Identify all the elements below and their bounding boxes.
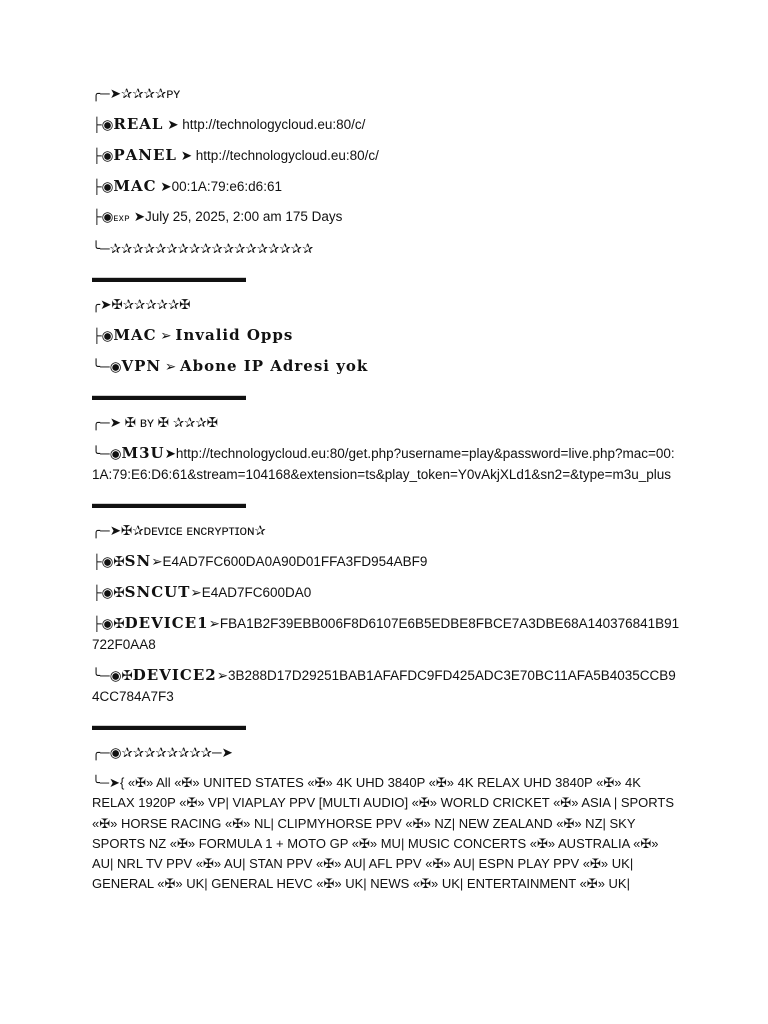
divider-3: ▬▬▬▬▬▬▬▬▬▬▬ [92, 495, 246, 511]
arrow-icon: ➤ [129, 209, 146, 224]
device1-row [92, 613, 682, 655]
vpn-value: 𝐀𝐛𝐨𝐧𝐞 𝐈𝐏 𝐀𝐝𝐫𝐞𝐬𝐢 𝐲𝐨𝐤 [179, 357, 369, 375]
channels-title: ╭─◉✰✰✰✰✰✰✰✰─➤ [92, 745, 233, 760]
m3u-title: ╭─➤ ✠ ʙʏ ✠ ✰✰✰✠ [92, 415, 219, 430]
row-prefix: ├◉✠ [92, 554, 125, 569]
device2-value: 3B288D17D29251BAB1AFAFDC9FD425ADC3E70BC11AFA5B4035CCB94CC784A7F3 [92, 668, 676, 704]
row-prefix: ╰─◉ [92, 359, 122, 374]
arrow-icon: ➢ [208, 616, 220, 631]
panel-label: 𝐏𝐀𝐍𝐄𝐋 [113, 146, 177, 164]
device2-label: 𝐃𝐄𝐕𝐈𝐂𝐄𝟐 [132, 666, 217, 684]
document-body [92, 84, 682, 895]
sncut-label: 𝐒𝐍𝐂𝐔𝐓 [124, 583, 191, 601]
divider-4: ▬▬▬▬▬▬▬▬▬▬▬ [92, 717, 246, 733]
arrow-icon: ➤ [163, 117, 183, 132]
arrow-icon: ➢ [151, 554, 163, 569]
m3u-label: 𝐌𝟑𝐔 [121, 444, 165, 462]
sn-value: E4AD7FC600DA0A90D01FFA3FD954ABF9 [162, 554, 428, 569]
channels-list: { «✠» All «✠» UNITED STATES «✠» 4K UHD 3840P «✠» 4K RELAX UHD 3840P «✠» 4K RELAX 1920P «✠» VP| VIAPLAY PPV [MULTI AUDIO] «✠» WORLD CRICKET «✠» ASIA | SPORTS «✠» HORSE RACING «✠» NL| CLIPMYHORSE PPV «✠» NZ| NEW ZEALAND «✠» NZ| SKY SPORTS NZ «✠» FORMULA 1 + MOTO GP «✠» MU| MUSIC CONCERTS «✠» AUSTRALIA «✠» AU| NRL TV PPV «✠» AU| STAN PPV «✠» AU| AFL PPV «✠» AU| ESPN PLAY PPV «✠» UK| GENERAL «✠» UK| GENERAL HEVC «✠» UK| NEWS «✠» UK| ENTERTAINMENT «✠» UK| [92, 775, 675, 892]
arrow-icon: ➢ [190, 585, 202, 600]
m3u-row [92, 443, 682, 485]
m3u-url[interactable]: http://technologycloud.eu:80/get.php?username=play&password=live.php?mac=00:1A:79:E6:D6:61&stream=104168&extension=ts&play_token=Y0vAkjXLd1&sn2=&type=m3u_plus [92, 446, 675, 482]
sncut-row [92, 582, 682, 603]
mac-label: 𝐌𝐀𝐂 [113, 177, 157, 195]
row-prefix: ╰─➤ [92, 775, 120, 790]
device1-label: 𝐃𝐄𝐕𝐈𝐂𝐄𝟏 [124, 614, 209, 632]
row-prefix: ├◉ [92, 179, 114, 194]
sncut-value: E4AD7FC600DA0 [201, 585, 312, 600]
real-label: 𝐑𝐄𝐀𝐋 [113, 115, 164, 133]
row-prefix: ╰─◉ [92, 446, 122, 461]
row-prefix: ├◉ [92, 117, 114, 132]
exp-value: July 25, 2025, 2:00 am 175 Days [145, 209, 343, 224]
real-row [92, 114, 682, 135]
arrow-icon: ➤ [156, 179, 172, 194]
row-prefix: ├◉ [92, 328, 114, 343]
status-title: ╭➤✠✰✰✰✰✰✠ [92, 297, 191, 312]
panel-row [92, 145, 682, 166]
exp-label: ᴇxᴘ [113, 213, 130, 224]
device1-value: FBA1B2F39EBB006F8D6107E6B5EDBE8FBCE7A3DBE68A140376841B91722F0AA8 [92, 616, 680, 652]
status-mac-value: 𝐈𝐧𝐯𝐚𝐥𝐢𝐝 𝐎𝐩𝐩𝐬 [175, 326, 294, 344]
status-mac-label: 𝐌𝐀𝐂 [113, 326, 157, 344]
arrow-icon: ➢ [161, 359, 180, 374]
mac-value: 00:1A:79:e6:d6:61 [171, 179, 282, 194]
device2-row [92, 665, 682, 707]
mac-row [92, 176, 682, 197]
exp-row [92, 207, 682, 229]
sn-label: 𝐒𝐍 [124, 552, 152, 570]
arrow-icon: ➤ [176, 148, 196, 163]
real-url[interactable]: http://technologycloud.eu:80/c/ [182, 117, 366, 132]
arrow-icon: ➢ [216, 668, 229, 683]
status-vpn-row [92, 356, 682, 377]
status-mac-row [92, 325, 682, 346]
arrow-icon: ➤ [164, 446, 176, 461]
row-prefix: ├◉✠ [92, 616, 125, 631]
device-title: ╭─➤✠✰ᴅᴇᴠɪᴄᴇ ᴇɴᴄʀʏᴘᴛɪᴏɴ✰ [92, 523, 266, 538]
row-prefix: ├◉ [92, 209, 114, 224]
header-title: ╭─➤✰✰✰✰ᴘʏ [92, 86, 181, 101]
sn-row [92, 551, 682, 572]
row-prefix: ╰─◉✠ [92, 668, 133, 683]
channels-row [92, 773, 682, 895]
row-prefix: ├◉ [92, 148, 114, 163]
panel-url[interactable]: http://technologycloud.eu:80/c/ [195, 148, 379, 163]
divider-1: ▬▬▬▬▬▬▬▬▬▬▬ [92, 269, 246, 285]
row-prefix: ├◉✠ [92, 585, 125, 600]
vpn-label: 𝐕𝐏𝐍 [121, 357, 162, 375]
arrow-icon: ➢ [156, 328, 176, 343]
divider-2: ▬▬▬▬▬▬▬▬▬▬▬ [92, 387, 246, 403]
server-footer: ╰─✰✰✰✰✰✰✰✰✰✰✰✰✰✰✰✰✰✰ [92, 241, 314, 256]
